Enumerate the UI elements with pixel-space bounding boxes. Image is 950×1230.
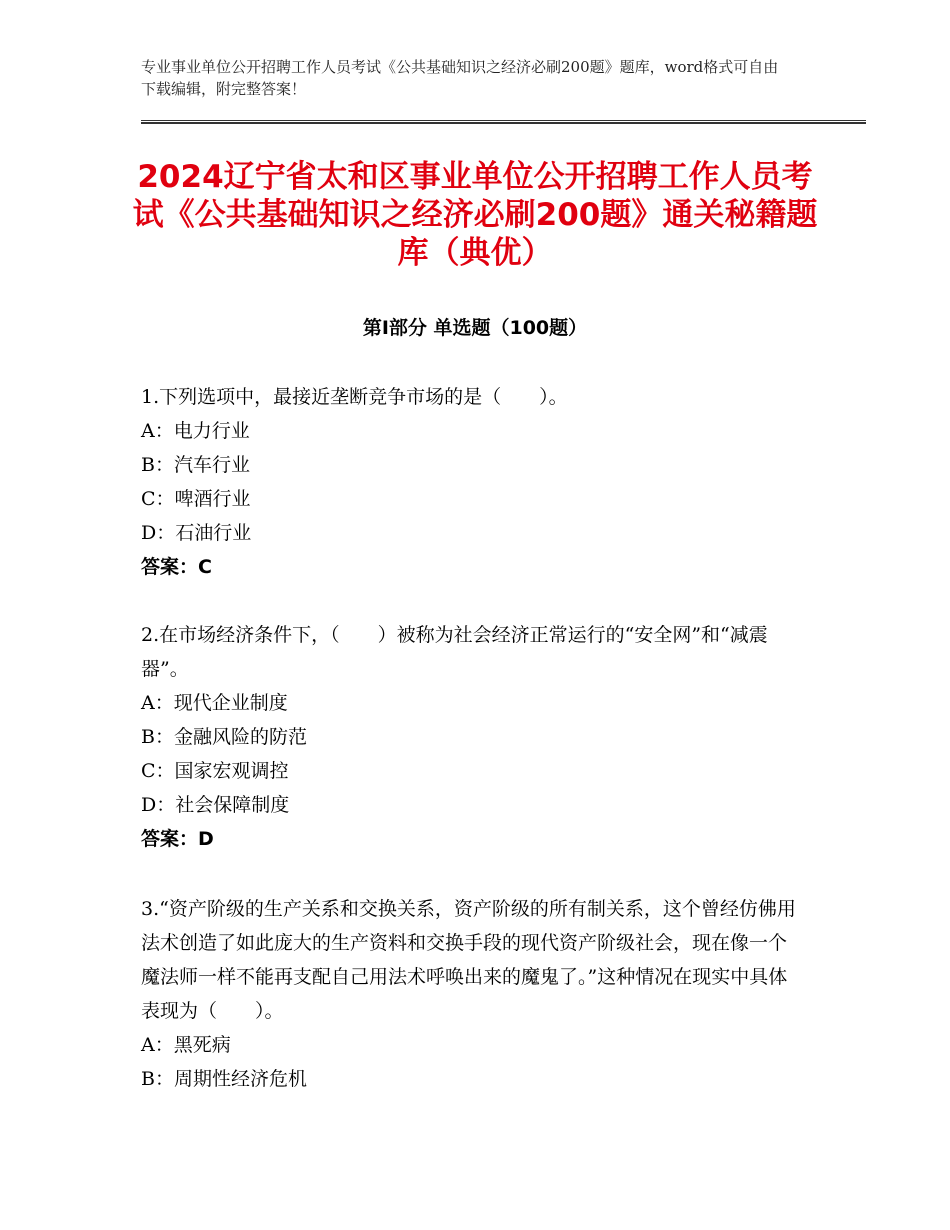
question-stem: 2.在市场经济条件下，（ ）被称为社会经济正常运行的“安全网”和“减震器”。 (141, 624, 768, 680)
question-stem: 1.下列选项中，最接近垄断竞争市场的是（ ）。 (141, 386, 568, 408)
answer-line: 答案：D (141, 828, 214, 850)
section-heading: 第Ⅰ部分 单选题（100题） (362, 317, 588, 339)
option-b: B：金融风险的防范 (141, 726, 307, 748)
option-b: B：汽车行业 (141, 454, 250, 476)
option-c: C：啤酒行业 (141, 488, 251, 510)
header-divider (141, 120, 866, 124)
option-a: A：电力行业 (141, 420, 250, 442)
answer-line: 答案：C (141, 556, 212, 578)
question-3 (141, 892, 801, 1096)
option-b: B：周期性经济危机 (141, 1068, 307, 1090)
option-d: D：社会保障制度 (141, 794, 290, 816)
question-1 (141, 380, 801, 584)
page-header-note: 专业事业单位公开招聘工作人员考试《公共基础知识之经济必刷200题》题库，word格式可自由下载编辑，附完整答案！ (141, 58, 779, 98)
option-d: D：石油行业 (141, 522, 252, 544)
option-c: C：国家宏观调控 (141, 760, 289, 782)
document-title: 2024辽宁省太和区事业单位公开招聘工作人员考试《公共基础知识之经济必刷200题》通关秘籍题库（典优） (132, 159, 818, 271)
option-a: A：黑死病 (141, 1034, 231, 1056)
question-2 (141, 618, 801, 856)
option-a: A：现代企业制度 (141, 692, 288, 714)
question-stem: 3.“资产阶级的生产关系和交换关系，资产阶级的所有制关系，这个曾经仿佛用法术创造了如此庞大的生产资料和交换手段的现代资产阶级社会，现在像一个魔法师一样不能再支配自己用法术呼唤出来的魔鬼了。”这种情况在现实中具体表现为（ ）。 (141, 898, 796, 1022)
